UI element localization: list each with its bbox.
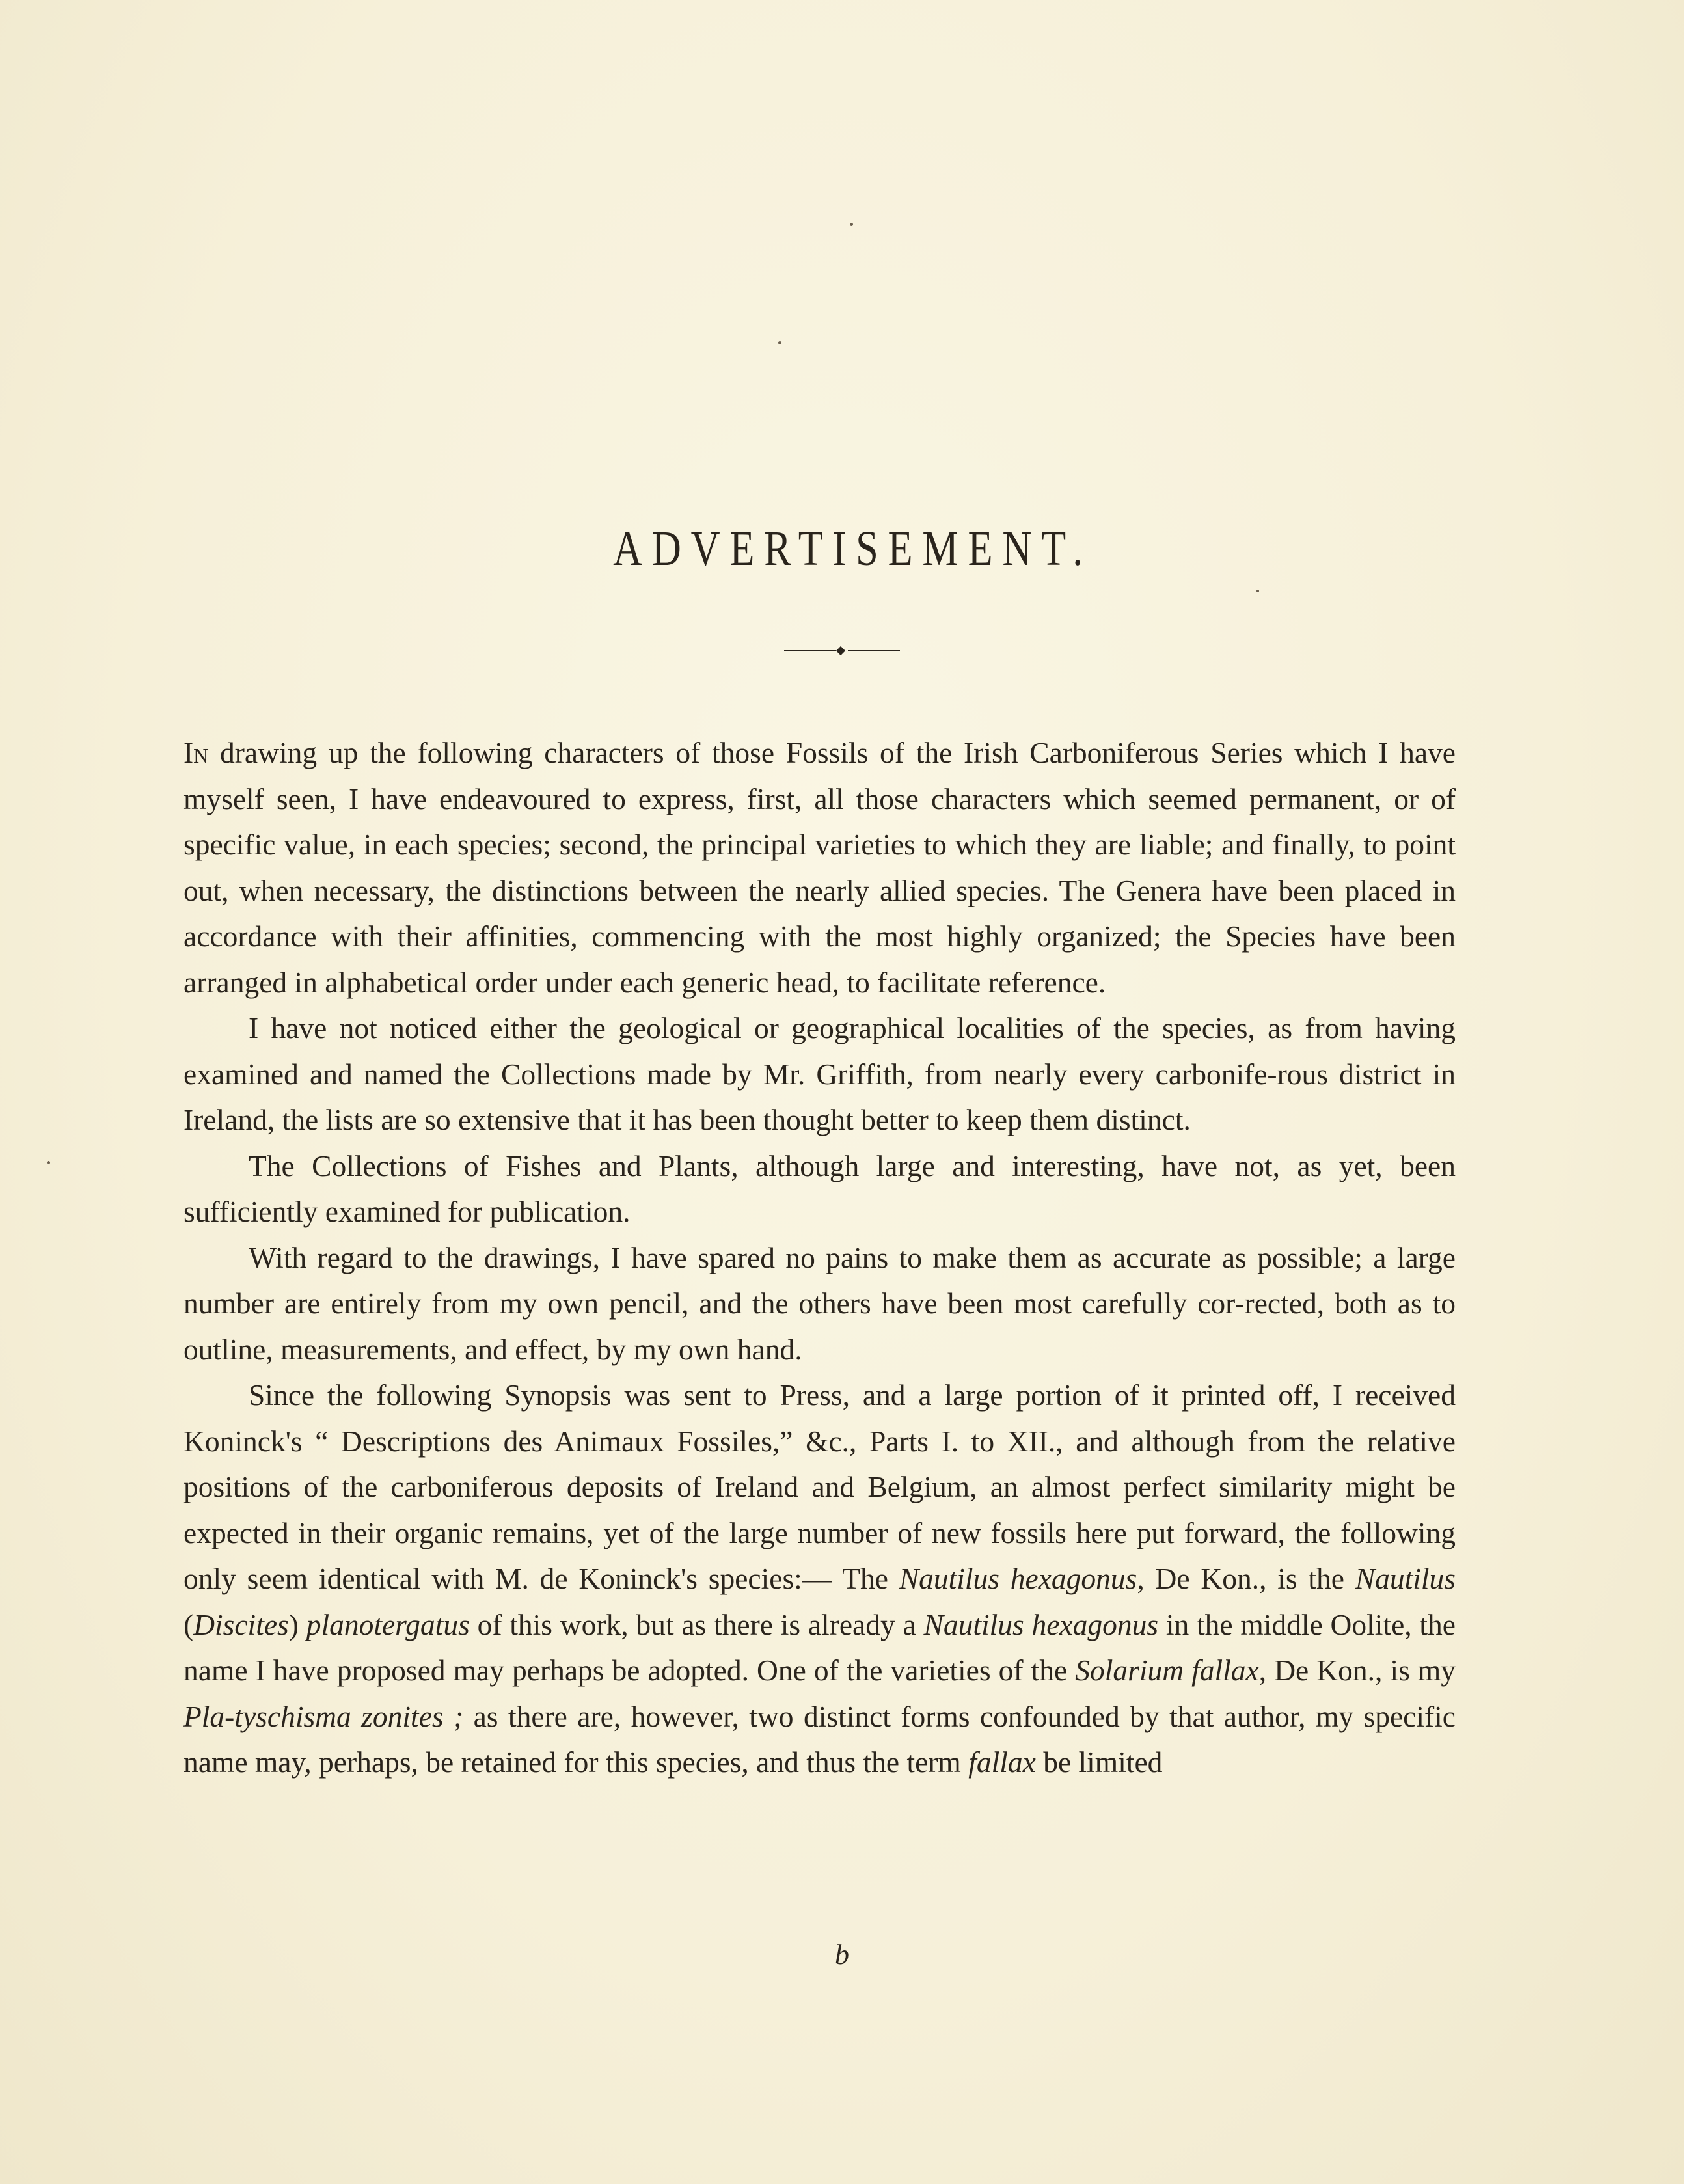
- diamond-icon: [836, 646, 845, 655]
- italic-text: fallax: [968, 1745, 1036, 1779]
- paragraph: [183, 1005, 1456, 1143]
- italic-text: planotergatus: [306, 1607, 470, 1641]
- text-run: as there are, however, two distinct forms confounded by that author, my specific name may, perhaps, be retained for this species, and thus the term: [183, 1699, 1456, 1779]
- text-run: The Collections of Fishes and Plants, although large and interesting, have not, as yet, been sufficiently examined for publication.: [183, 1149, 1456, 1228]
- italic-text: Pla-tyschisma zonites ;: [183, 1699, 464, 1733]
- text-run: , De Kon., is my: [1258, 1654, 1456, 1687]
- text-run: ): [288, 1607, 306, 1641]
- text-run: drawing up the following characters of those Fossils of the Irish Carboniferous Series which I have myself seen, I have endeavoured to express, first, all those characters which seemed permanent, or of specific value, in each species; second, the principal varieties to which they are liable; and finally, to point out, when necessary, the distinctions between the nearly allied species. The Genera have been placed in accordance with their affinities, commencing with the most highly organized; the Species have been arranged in alphabetical order under each generic head, to facilitate reference.: [183, 736, 1456, 999]
- body-text: [183, 730, 1456, 1786]
- divider-line-right: [848, 650, 900, 651]
- paragraph: [183, 730, 1456, 1005]
- text-run: Since the following Synopsis was sent to Press, and a large portion of it printed off, I received Koninck's “ Descriptions des Animaux Fossiles,” &c., Parts I. to XII., and although from the relative positions of the carboniferous deposits of Ireland and Belgium, an almost perfect similarity might be expected in their organic remains, yet of the large number of new fossils here put forward, the following only seem identical with M. de Koninck's species:— The: [183, 1378, 1456, 1595]
- print-speck: [47, 1161, 50, 1164]
- italic-text: Discites: [193, 1607, 289, 1641]
- text-run: , De Kon., is the: [1137, 1562, 1355, 1595]
- text-run: (: [183, 1607, 194, 1641]
- paragraph: [183, 1372, 1456, 1786]
- italic-text: Nautilus: [1355, 1562, 1456, 1595]
- text-run: I have not noticed either the geological or geographical localities of the species, as from having examined and named the Collections made by Mr. Griffith, from nearly every carbonife-rous district in Ireland, the lists are so extensive that it has been thought better to keep them distinct.: [183, 1011, 1456, 1136]
- print-speck: [778, 341, 781, 344]
- italic-text: Nautilus hexagonus: [923, 1607, 1159, 1641]
- divider-line-left: [784, 650, 836, 651]
- italic-text: Nautilus hexagonus: [899, 1562, 1137, 1595]
- page-title: ADVERTISEMENT.: [613, 521, 1093, 576]
- print-speck: [1256, 590, 1259, 592]
- text-run: With regard to the drawings, I have spared no pains to make them as accurate as possible; a large number are entirely from my own pencil, and the others have been most carefully cor-rected, both as to outline, measurements, and effect, by my own hand.: [183, 1240, 1456, 1366]
- small-caps-text: In: [183, 736, 209, 769]
- divider-ornament: [784, 647, 900, 655]
- page-folio: b: [835, 1939, 849, 1971]
- text-run: in the middle Oolite, the name I have proposed may perhaps be adopted. One of the varieties of the: [183, 1607, 1456, 1687]
- text-run: of this work, but as there is already a: [469, 1607, 924, 1641]
- paragraph: [183, 1235, 1456, 1373]
- print-speck: [850, 223, 853, 226]
- text-run: be limited: [1035, 1745, 1163, 1779]
- italic-text: Solarium fallax: [1075, 1654, 1259, 1687]
- paragraph: [183, 1143, 1456, 1235]
